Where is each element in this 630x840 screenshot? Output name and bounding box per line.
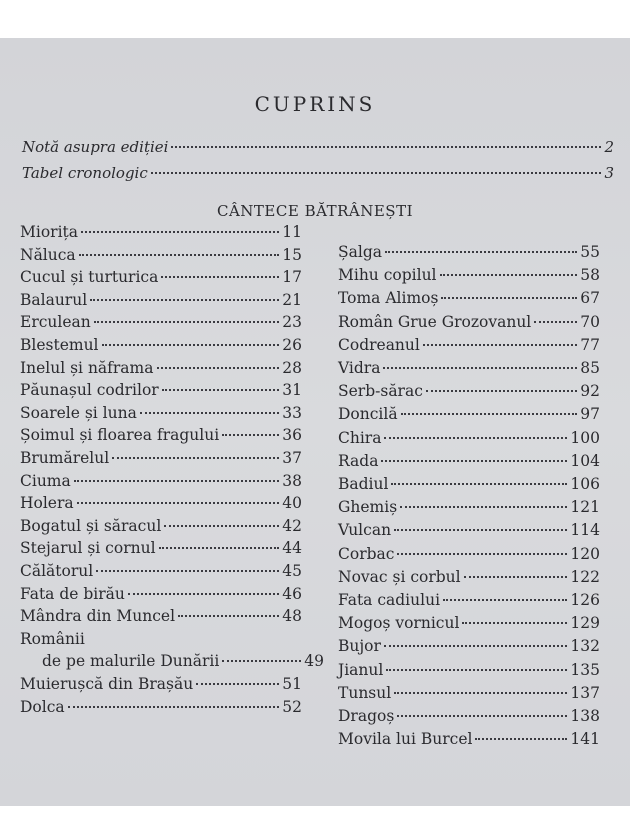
entry-page: 51 [282,675,302,693]
page-title: CUPRINS [254,92,376,116]
dot-leader [159,547,280,549]
dot-leader [386,669,567,671]
dot-leader [384,437,567,439]
toc-entry [338,614,600,636]
toc-entry-nota [22,138,614,158]
entry-page: 77 [580,335,600,354]
entry-page: 138 [570,707,600,725]
dot-leader [196,683,279,685]
entry-page: 38 [282,471,302,490]
entry-title: Holera [20,494,74,513]
dot-leader [222,434,279,436]
entry-title: Brumărelul [20,449,110,467]
dot-leader [462,622,567,624]
entry-title: Miorița [20,223,78,241]
toc-entry [20,675,302,697]
dot-leader [397,553,567,555]
entry-page: 70 [580,312,600,331]
dot-leader [394,692,567,694]
entry-title: Vidra [338,359,381,377]
dot-leader [391,483,567,485]
toc-entry [20,404,302,426]
dot-leader [475,738,567,740]
entry-title: Șoimul și floarea fragului [20,426,220,445]
entry-page: 21 [282,290,302,309]
entry-page: 44 [282,539,302,558]
entry-title: Jianul [338,660,384,679]
entry-page: 120 [570,544,600,563]
toc-entry [20,562,302,584]
entry-page: 3 [604,164,614,182]
entry-page: 28 [282,358,302,377]
entry-page: 122 [570,567,600,586]
toc-entry [20,268,302,290]
dot-leader [102,344,280,346]
dot-leader [440,274,578,276]
toc-entry [338,405,600,427]
toc-entry [338,475,600,497]
toc-entry-tabel [22,164,614,184]
toc-entry [20,517,302,539]
dot-leader [394,529,567,531]
dot-leader [381,460,567,462]
toc-entry [338,382,600,404]
entry-page: 67 [580,289,600,308]
entry-page: 129 [570,614,600,633]
toc-entry [338,359,600,381]
entry-page: 85 [580,359,600,377]
entry-page: 49 [304,652,324,671]
dot-leader [443,599,567,601]
entry-title: Dolca [20,697,65,716]
entry-title: Mogoș vornicul [338,614,460,633]
entry-page: 15 [282,245,302,264]
dot-leader [112,457,279,459]
toc-entry [338,591,600,613]
toc-entry [20,472,302,494]
toc-entry [338,521,600,543]
entry-title: Tunsul [338,683,392,702]
entry-title: Călătorul [20,562,94,580]
entry-page: 42 [282,516,302,535]
toc-entry [20,381,302,403]
dot-leader [384,645,567,647]
dot-leader [171,146,601,148]
toc-entry [20,359,302,381]
dot-leader [222,660,301,662]
dot-leader [178,615,279,617]
entry-page: 58 [580,266,600,285]
dot-leader [426,390,577,392]
entry-page: 126 [570,591,600,609]
dot-leader [383,367,577,369]
entry-page: 33 [282,403,302,422]
dot-leader [79,254,280,256]
dot-leader [397,715,567,717]
toc-entry [338,707,600,729]
dot-leader [81,231,279,233]
entry-page: 31 [282,381,302,400]
dot-leader [74,480,280,482]
dot-leader [96,570,279,572]
book-page [0,38,630,806]
toc-entry [20,336,302,358]
entry-title: Corbac [338,544,395,563]
toc-entry [338,313,600,335]
entry-page: 2 [604,138,614,156]
entry-title: Stejarul și cornul [20,539,156,558]
entry-title: Chira [338,428,382,447]
entry-title: Balaurul [20,290,88,309]
dot-leader [162,389,280,391]
dot-leader [90,299,279,301]
toc-entry [338,289,600,311]
toc-entry [20,539,302,561]
toc-entry [20,223,302,245]
entry-title: Mândra din Muncel [20,607,176,626]
toc-entry [338,730,600,752]
entry-page: 92 [580,382,600,401]
entry-title: Inelul și năframa [20,358,154,377]
entry-page: 114 [570,521,600,540]
entry-title: Blestemul [20,336,99,354]
entry-page: 40 [282,494,302,513]
entry-page: 104 [570,451,600,470]
dot-leader [401,413,578,415]
toc-entry [338,498,600,520]
toc-entry [20,698,302,720]
dot-leader [151,172,602,174]
toc-entry [338,545,600,567]
dot-leader [128,593,279,595]
entry-page: 100 [570,428,600,447]
entry-page: 26 [282,336,302,354]
entry-page: 52 [282,697,302,716]
dot-leader [534,321,577,323]
entry-title: Muierușcă din Brașău [20,675,194,693]
toc-entry [338,452,600,474]
entry-title: Șalga [338,243,382,261]
toc-entry [338,336,600,358]
dot-leader [68,706,280,708]
entry-page: 55 [580,243,600,261]
toc-entry [20,494,302,516]
entry-title: Serb-sărac [338,382,423,401]
toc-entry [20,426,302,448]
dot-leader [161,276,279,278]
entry-page: 141 [570,730,600,749]
entry-title: Fata cadiului [338,591,441,609]
entry-title: Bogatul și săracul [20,516,162,535]
toc-entry [338,637,600,659]
entry-page: 132 [570,637,600,656]
entry-title: Păunașul codrilor [20,381,159,400]
entry-title: Cucul și turturica [20,268,159,287]
entry-title: Erculean [20,313,91,332]
entry-title: de pe malurile Dunării [42,652,220,671]
entry-page: 48 [282,607,302,626]
entry-title: Codreanul [338,335,420,354]
dot-leader [157,367,280,369]
toc-entry [20,585,302,607]
dot-leader [164,525,279,527]
entry-page: 97 [580,405,600,424]
toc-entry-heading: Românii [20,629,85,648]
entry-page: 17 [282,268,302,287]
entry-page: 11 [282,223,302,241]
toc-entry [338,684,600,706]
toc-entry [338,568,600,590]
entry-title: Novac și corbul [338,567,461,586]
entry-page: 135 [570,660,600,679]
dot-leader [441,297,577,299]
dot-leader [140,412,279,414]
entry-title: Doncilă [338,405,398,424]
entry-page: 106 [570,475,600,493]
entry-title: Tabel cronologic [22,164,148,182]
entry-title: Movila lui Burcel [338,730,473,749]
dot-leader [77,502,280,504]
entry-title: Bujor [338,637,381,656]
dot-leader [385,251,577,253]
toc-entry [20,449,302,471]
toc-entry [338,243,600,265]
toc-entry [338,429,600,451]
entry-page: 121 [570,498,600,517]
entry-page: 36 [282,426,302,445]
entry-page: 23 [282,313,302,332]
toc-entry [338,661,600,683]
entry-title: Mihu copilul [338,266,437,285]
entry-title: Rada [338,451,379,470]
entry-title: Notă asupra ediției [22,138,169,156]
entry-title: Român Grue Grozovanul [338,312,532,331]
section-heading: CÂNTECE BĂTRÂNEȘTI [216,202,414,220]
entry-page: 37 [282,449,302,467]
entry-title: Ghemiș [338,498,398,517]
toc-entry [20,246,302,268]
toc-entry [20,652,324,674]
dot-leader [464,576,568,578]
dot-leader [400,506,567,508]
entry-title: Soarele și luna [20,403,137,422]
dot-leader [423,344,577,346]
entry-page: 137 [570,683,600,702]
entry-title: Dragoș [338,707,395,725]
toc-entry [20,607,302,629]
entry-page: 45 [282,562,302,580]
entry-title: Vulcan [338,521,392,540]
entry-title: Fata de birău [20,584,125,603]
dot-leader [94,321,280,323]
entry-title: Năluca [20,245,76,264]
toc-entry [338,266,600,288]
entry-page: 46 [282,584,302,603]
entry-title: Badiul [338,475,389,493]
entry-title: Toma Alimoș [338,289,439,308]
entry-title: Ciuma [20,471,71,490]
toc-entry [20,291,302,313]
toc-entry [20,313,302,335]
